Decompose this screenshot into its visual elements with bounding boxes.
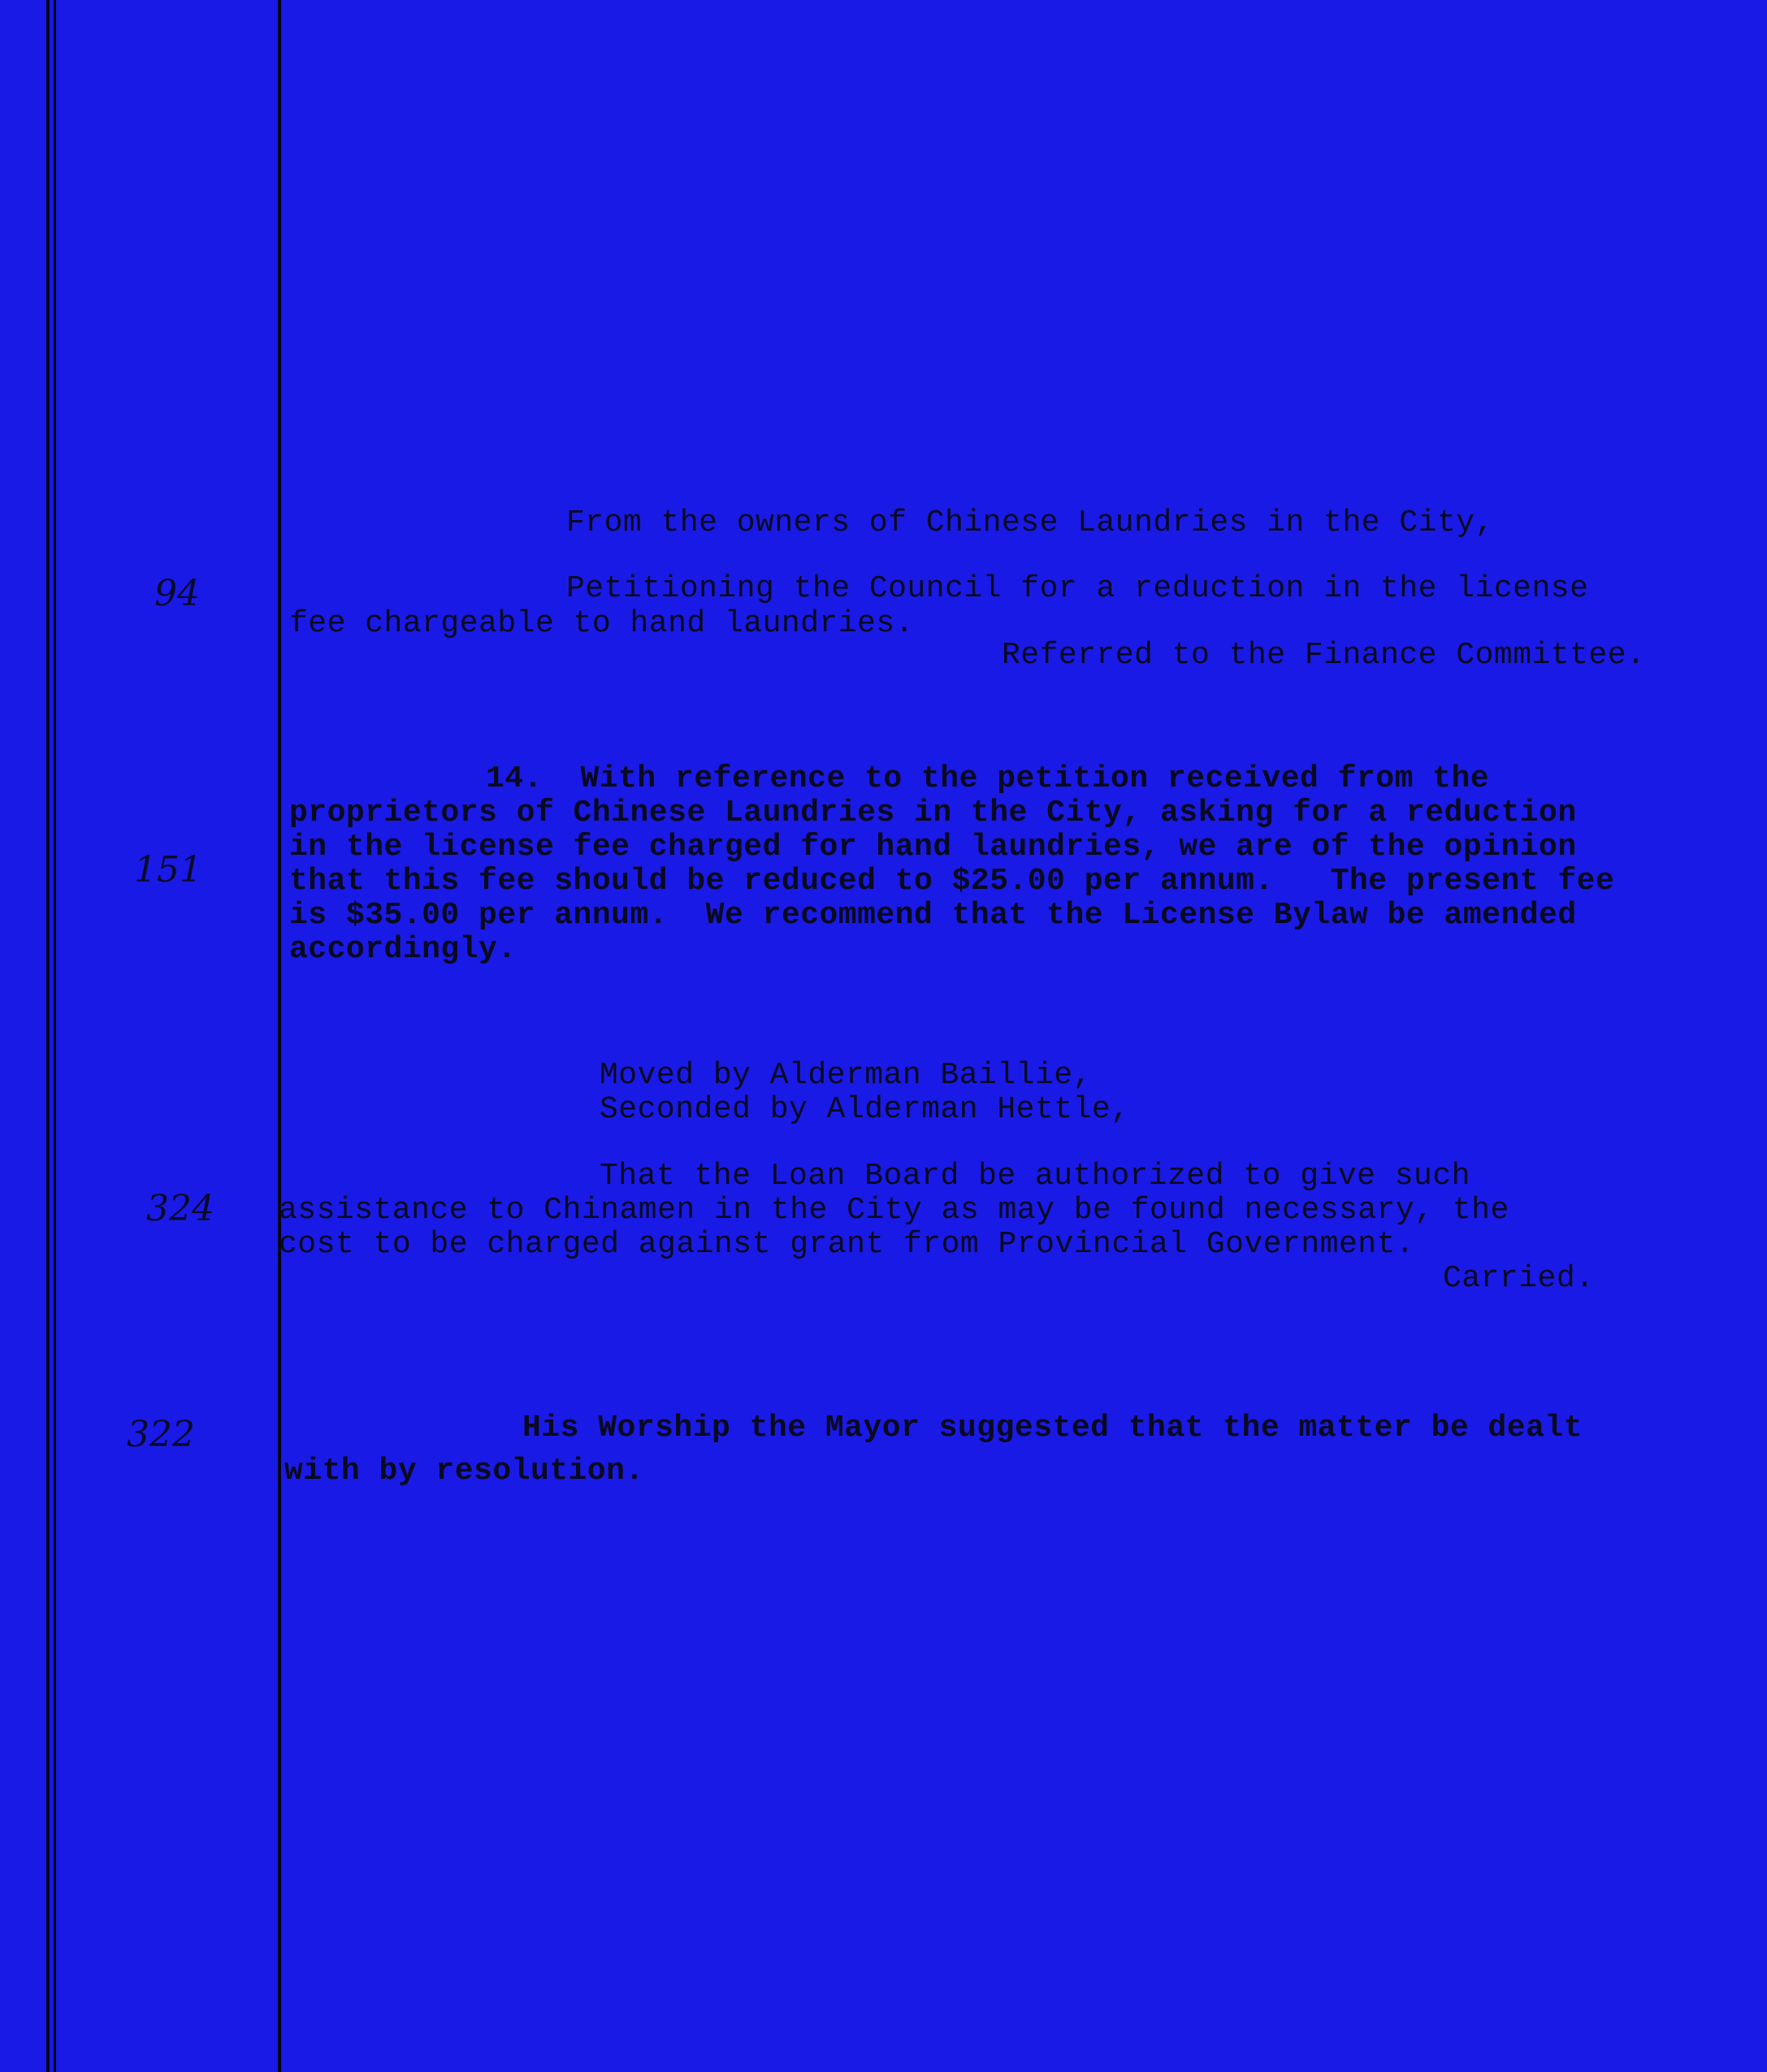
margin-note-151: 151	[134, 849, 202, 891]
margin-note-322: 322	[127, 1414, 195, 1455]
entry-2-line-4: that this fee should be reduced to $25.00 per annum. The present fee	[289, 864, 1615, 899]
left-border-rule-inner	[54, 0, 56, 2072]
entry-2-line-2: proprietors of Chinese Laundries in the City, asking for a reduction	[289, 795, 1577, 830]
entry-2-line-1: 14. With reference to the petition received from the	[486, 761, 1490, 796]
entry-3-disposition: Carried.	[1443, 1261, 1595, 1296]
entry-4-line-2: with by resolution.	[284, 1454, 644, 1489]
entry-3-line-3: cost to be charged against grant from Provincial Government.	[279, 1227, 1415, 1262]
entry-1-line-1: Petitioning the Council for a reduction in the license	[566, 571, 1589, 606]
entry-4-line-1: His Worship the Mayor suggested that the matter be dealt	[522, 1411, 1583, 1446]
entry-2-line-5: is $35.00 per annum. We recommend that the License Bylaw be amended	[289, 898, 1577, 933]
left-border-rule	[46, 0, 50, 2072]
entry-1-line-2: fee chargeable to hand laundries.	[289, 606, 915, 641]
entry-3-moved: Moved by Alderman Baillie,	[600, 1058, 1092, 1093]
entry-3-seconded: Seconded by Alderman Hettle,	[600, 1092, 1130, 1127]
entry-3-line-1: That the Loan Board be authorized to give such	[600, 1159, 1470, 1194]
entry-2-line-3: in the license fee charged for hand laundries, we are of the opinion	[289, 830, 1577, 865]
entry-1-disposition: Referred to the Finance Committee.	[1002, 638, 1646, 673]
entry-1-heading: From the owners of Chinese Laundries in the City,	[566, 505, 1494, 540]
entry-2-line-6: accordingly.	[289, 932, 517, 967]
margin-note-94: 94	[154, 573, 200, 614]
entry-3-line-2: assistance to Chinamen in the City as may be found necessary, the	[279, 1193, 1509, 1228]
margin-note-324: 324	[146, 1188, 214, 1229]
margin-rule	[278, 0, 281, 2072]
